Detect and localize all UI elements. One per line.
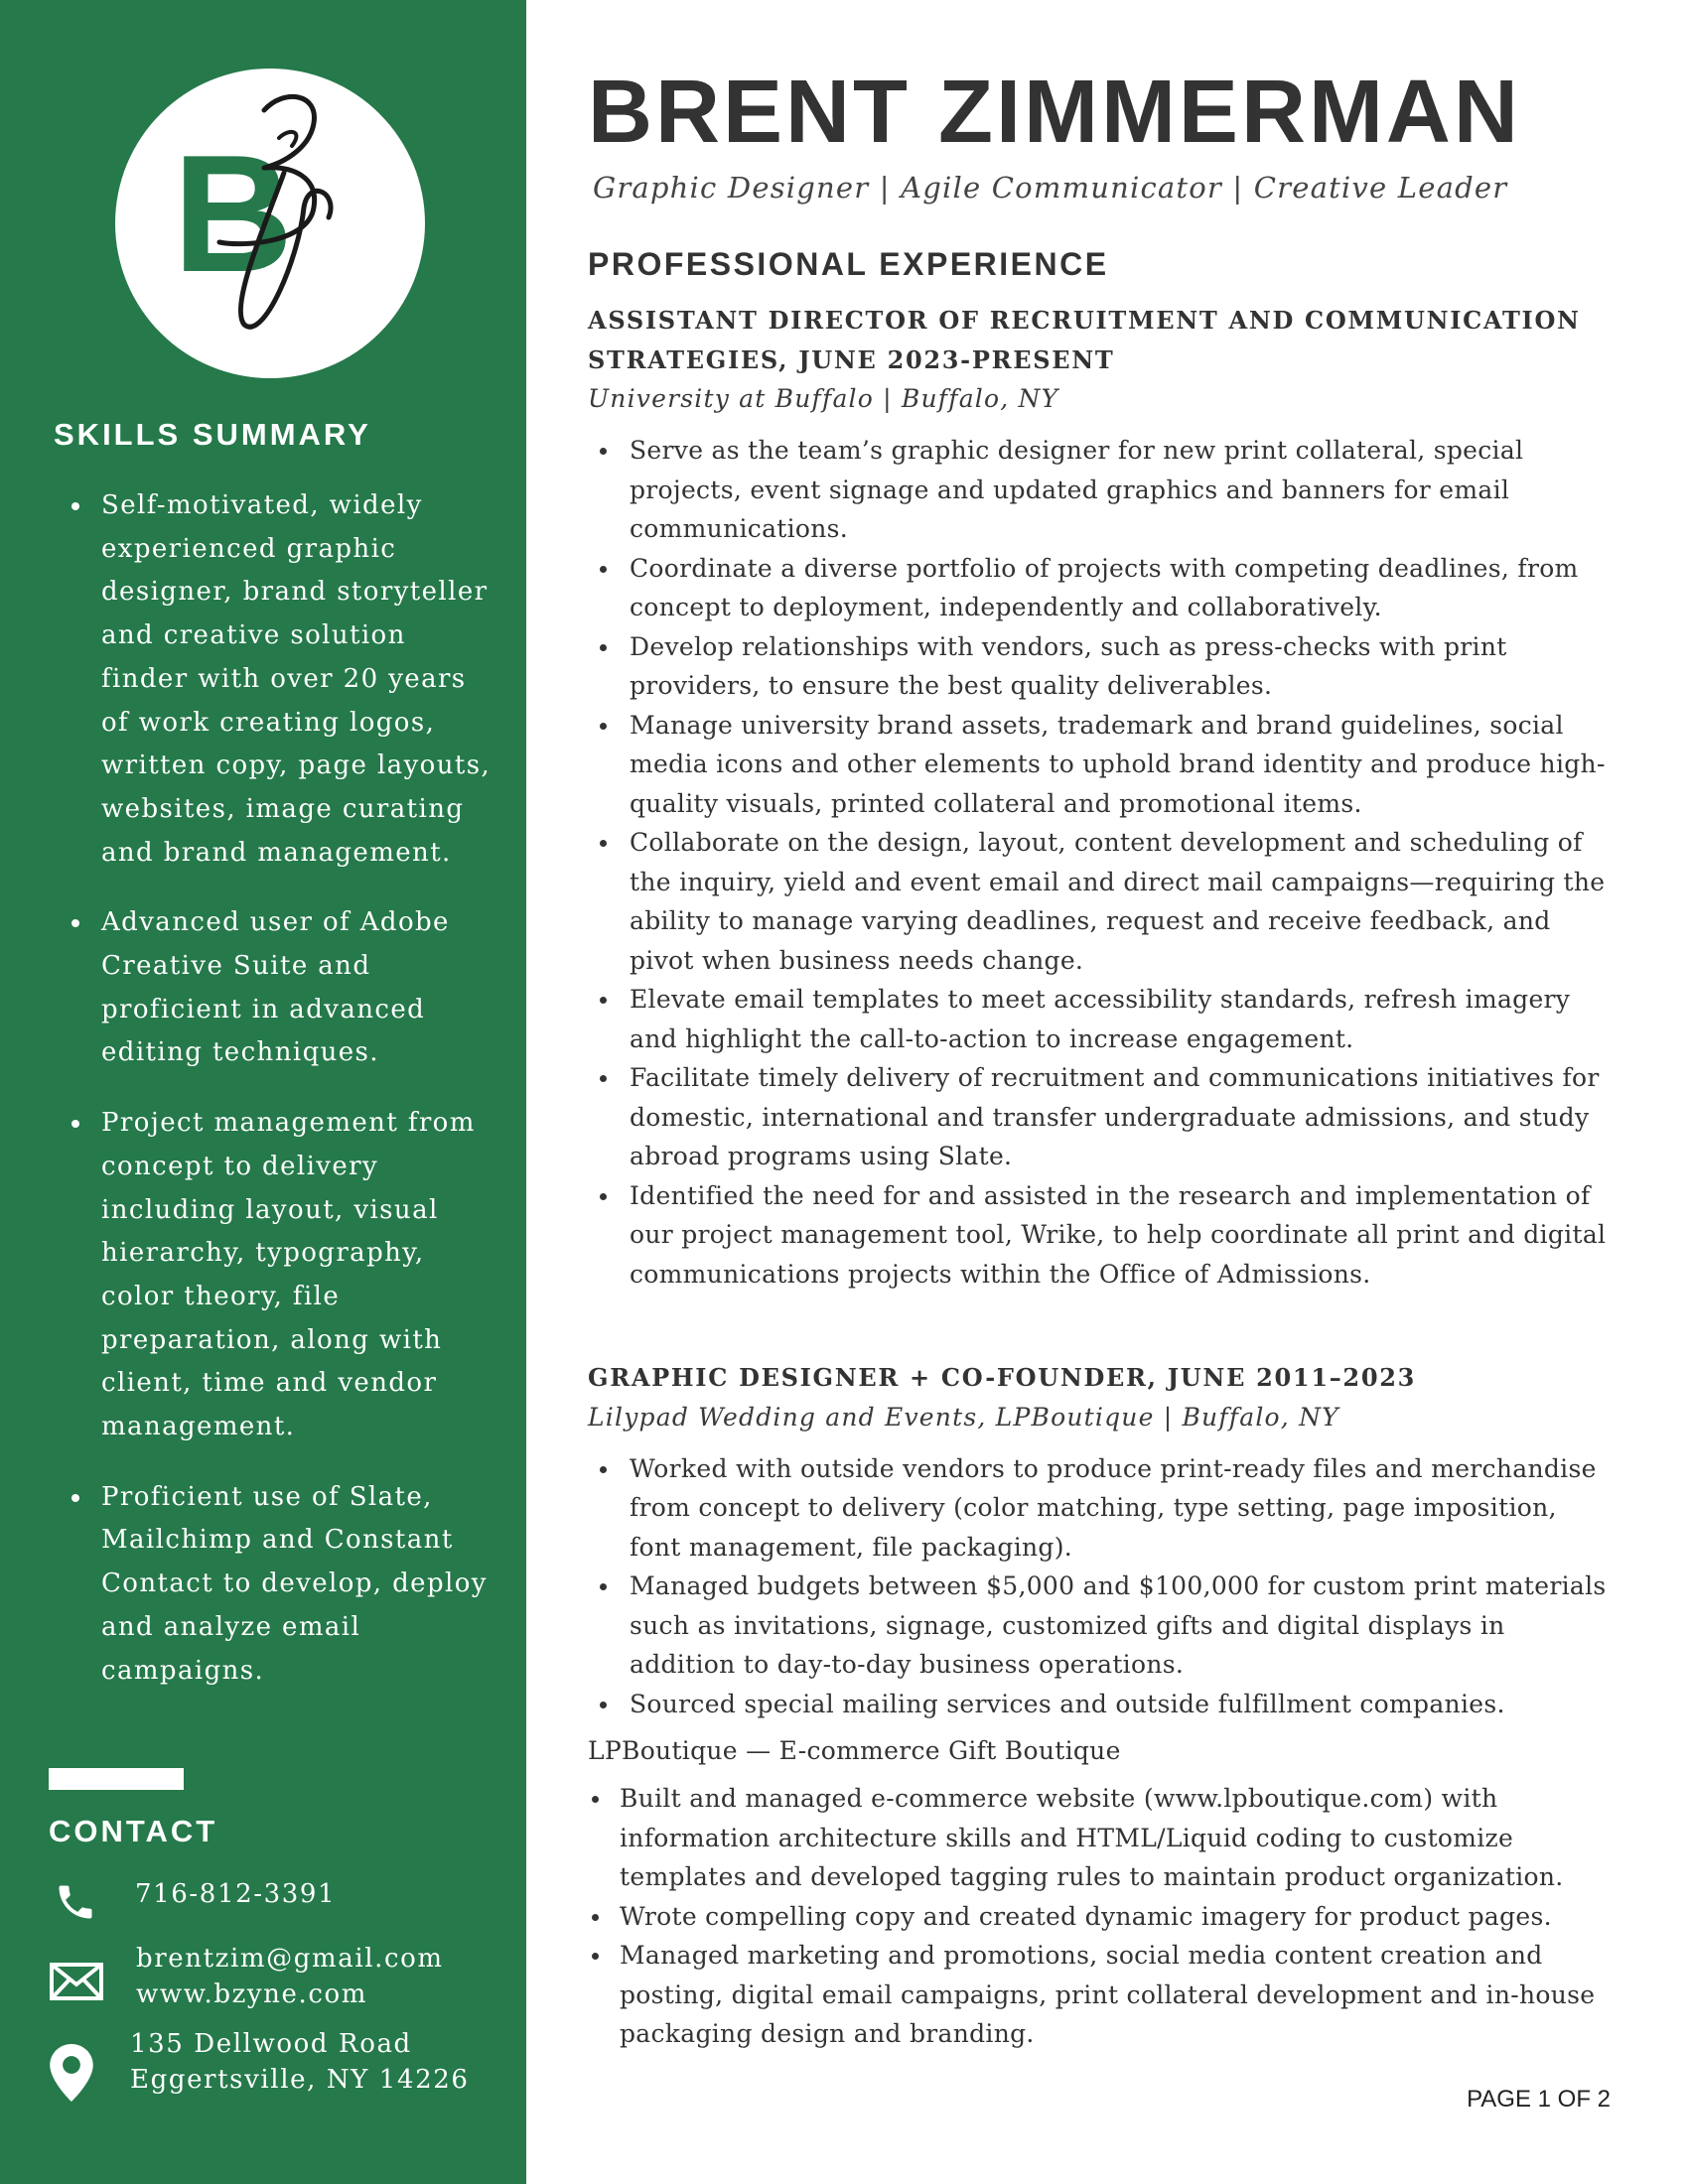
contact-heading: CONTACT (49, 1814, 218, 1848)
skill-item: Project management from concept to delivery including layout, visual hierarchy, typography, color theory, file preparation, along with client, time and vendor management. (52, 1102, 498, 1449)
job-1-title-line1: ASSISTANT DIRECTOR OF RECRUITMENT AND COMMUNICATION (588, 306, 1581, 335)
list-item: Facilitate timely delivery of recruitment and communications initiatives for domestic, international and transfer undergraduate admissions, and study abroad programs using Slate. (588, 1058, 1611, 1176)
experience-heading: PROFESSIONAL EXPERIENCE (588, 246, 1109, 282)
list-item: Managed budgets between $5,000 and $100,000 for custom print materials such as invitations, signage, customized gifts and digital displays in addition to day-to-day business operations. (588, 1567, 1611, 1685)
phone-icon (54, 1880, 97, 1924)
job-2 (588, 1358, 1611, 2054)
page-title: BRENT ZIMMERMAN (588, 63, 1521, 162)
skills-heading: SKILLS SUMMARY (54, 417, 371, 452)
contact-website[interactable]: www.bzyne.com (136, 1979, 368, 2009)
list-item: Wrote compelling copy and created dynamic imagery for product pages. (588, 1897, 1611, 1937)
skill-item: Proficient use of Slate, Mailchimp and Constant Contact to develop, deploy and analyze email campaigns. (52, 1476, 498, 1694)
job-2-org: Lilypad Wedding and Events, LPBoutique | Buffalo, NY (588, 1402, 1339, 1432)
contact-address-line2: Eggertsville, NY 14226 (130, 2065, 470, 2095)
contact-address-line1: 135 Dellwood Road (130, 2029, 412, 2059)
monogram-logo (115, 68, 425, 378)
contact-divider (49, 1768, 184, 1790)
job-1 (588, 301, 1611, 1294)
contact-phone[interactable]: 716-812-3391 (135, 1879, 337, 1909)
skill-item: Advanced user of Adobe Creative Suite and proficient in advanced editing techniques. (52, 901, 498, 1075)
monogram-icon (115, 68, 425, 378)
list-item: Elevate email templates to meet accessibility standards, refresh imagery and highlight the call-to-action to increase engagement. (588, 980, 1611, 1058)
list-item: Collaborate on the design, layout, content development and scheduling of the inquiry, yield and event email and direct mail campaigns—requiring the ability to manage varying deadlines, request and receive feedback, and pivot when business needs change. (588, 823, 1611, 980)
logo-letter: B (173, 120, 294, 307)
map-pin-icon (50, 2044, 93, 2102)
list-item: Serve as the team’s graphic designer for new print collateral, special projects, event signage and updated graphics and banners for email communications. (588, 431, 1611, 549)
job-2-title: GRAPHIC DESIGNER + CO-FOUNDER, JUNE 2011–2023 (588, 1363, 1417, 1392)
job-1-org: University at Buffalo | Buffalo, NY (588, 384, 1059, 413)
list-item: Manage university brand assets, trademark and brand guidelines, social media icons and other elements to uphold brand identity and produce high-quality visuals, printed collateral and promotional items. (588, 706, 1611, 824)
envelope-icon (50, 1963, 103, 2000)
job-1-bullets (588, 431, 1611, 1294)
list-item: Coordinate a diverse portfolio of projects with competing deadlines, from concept to deployment, independently and collaboratively. (588, 549, 1611, 627)
page-number: PAGE 1 OF 2 (1467, 2086, 1611, 2113)
job-1-title-line2: STRATEGIES, JUNE 2023-PRESENT (588, 344, 1115, 374)
job-2-subheading: LPBoutique — E-commerce Gift Boutique (588, 1736, 1121, 1765)
list-item: Sourced special mailing services and outside fulfillment companies. (588, 1685, 1611, 1724)
job-2-sub-bullets (588, 1779, 1611, 2054)
list-item: Develop relationships with vendors, such as press-checks with print providers, to ensure the best quality deliverables. (588, 627, 1611, 706)
list-item: Identified the need for and assisted in the research and implementation of our project management tool, Wrike, to help coordinate all print and digital communications projects within the Office of Admissions. (588, 1176, 1611, 1295)
skill-item: Self-motivated, widely experienced graphic designer, brand storyteller and creative solution finder with over 20 years of work creating logos, written copy, page layouts, websites, image curating and brand management. (52, 484, 498, 875)
sidebar (0, 0, 526, 2184)
skills-list (52, 484, 498, 1719)
list-item: Worked with outside vendors to produce print-ready files and merchandise from concept to delivery (color matching, type setting, page imposition, font management, file packaging). (588, 1449, 1611, 1568)
list-item: Built and managed e-commerce website (www.lpboutique.com) with information architecture skills and HTML/Liquid coding to customize templates and developed tagging rules to maintain product organization. (588, 1779, 1611, 1897)
job-2-bullets (588, 1449, 1611, 1724)
tagline: Graphic Designer | Agile Communicator | Creative Leader (593, 171, 1508, 205)
list-item: Managed marketing and promotions, social media content creation and posting, digital email campaigns, print collateral development and in-house packaging design and branding. (588, 1936, 1611, 2054)
contact-email[interactable]: brentzim@gmail.com (136, 1944, 444, 1974)
